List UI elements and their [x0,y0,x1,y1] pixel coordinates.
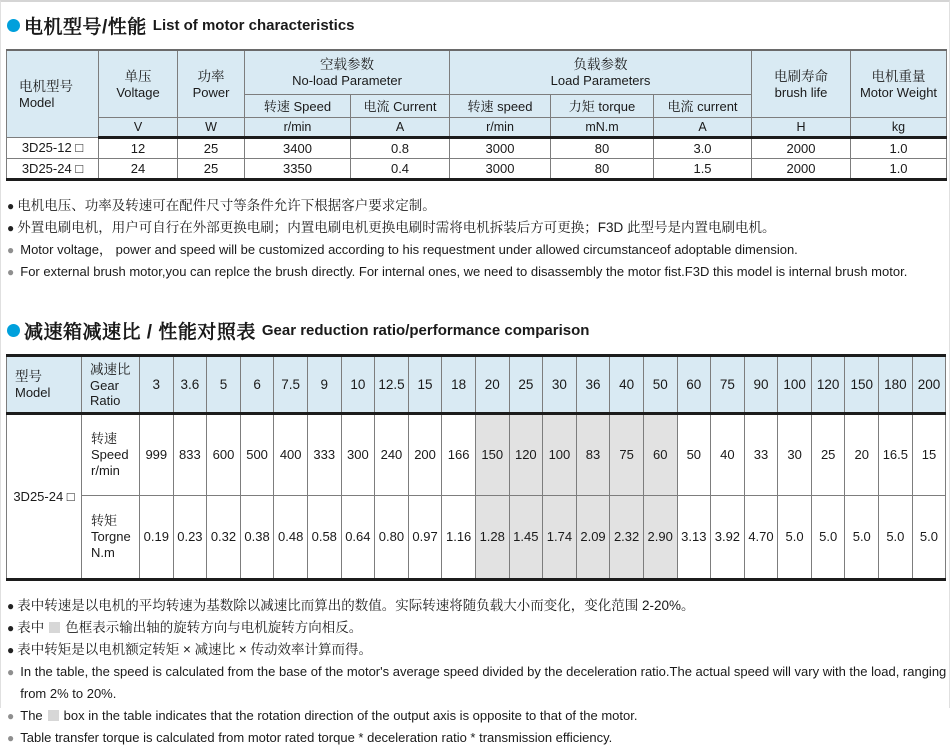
unit-brush-life: H [752,117,851,137]
note-bullet-icon: ● [7,664,15,679]
gear-speed-cell: 40 [711,413,745,495]
gear-ratio-header: 90 [744,355,778,413]
note-line: ● 外置电刷电机，用户可自行在外部更换电刷；内置电刷电机更换电刷时需将电机拆装后方可更换；F3D 此型号是内置电刷电机。 [7,217,949,239]
gear-ratio-header: 75 [711,355,745,413]
gear-torque-cell: 5.0 [845,495,879,579]
gear-torque-cell: 2.90 [643,495,677,579]
gear-speed-cell: 600 [207,413,241,495]
gear-speed-cell: 15 [912,413,946,495]
gear-speed-cell: 500 [240,413,274,495]
motor-value-cell: 25 [178,137,245,158]
gear-col-model: 型号 Model [7,355,82,413]
note-bullet-icon: ● [7,642,15,657]
gear-speed-cell: 75 [610,413,644,495]
speed-row-label: 转速 Speed r/min [82,413,140,495]
section-bullet-icon [7,324,20,337]
motor-subcol-load-current: 电流 current [654,94,752,117]
note-line: ● The box in the table indicates that the rotation direction of the output axis is opposite to that of the motor. [7,705,949,727]
motor-value-cell: 24 [99,158,178,179]
gear-speed-cell: 100 [543,413,577,495]
gear-speed-cell: 833 [173,413,207,495]
gear-ratio-header: 12.5 [375,355,409,413]
gear-title-zh: 减速箱减速比 / 性能对照表 [24,321,256,343]
motor-col-model: 电机型号 Model [7,50,99,137]
gear-torque-cell: 5.0 [811,495,845,579]
gear-col-ratio: 减速比 Gear Ratio [82,355,140,413]
gear-ratio-header: 10 [341,355,375,413]
gear-speed-cell: 150 [475,413,509,495]
motor-col-weight: 电机重量 Motor Weight [851,50,947,117]
motor-value-cell: 1.5 [654,158,752,179]
gear-torque-cell: 0.48 [274,495,308,579]
gear-torque-cell: 1.28 [475,495,509,579]
gear-ratio-header: 120 [811,355,845,413]
motor-value-cell: 1.0 [851,137,947,158]
motor-section-title [7,12,949,39]
motor-value-cell: 0.4 [351,158,450,179]
gear-ratio-header: 60 [677,355,711,413]
note-line: ● In the table, the speed is calculated from the base of the motor's average speed divided by the deceleration ratio.The actual speed will vary with the load, ranging from 2% to 20%. [7,661,949,705]
note-line: ● 表中 色框表示输出轴的旋转方向与电机旋转方向相反。 [7,617,949,639]
gear-speed-cell: 240 [375,413,409,495]
gear-ratio-header: 3.6 [173,355,207,413]
motor-value-cell: 80 [551,158,654,179]
gear-torque-cell: 0.38 [240,495,274,579]
gear-torque-cell: 0.58 [307,495,341,579]
gear-torque-cell: 0.19 [140,495,174,579]
gear-torque-cell: 0.80 [375,495,409,579]
motor-group-load: 负载参数 Load Parameters [450,50,752,94]
note-bullet-icon: ● [7,220,15,235]
gear-ratio-header: 7.5 [274,355,308,413]
gear-speed-cell: 50 [677,413,711,495]
gear-torque-cell: 1.16 [442,495,476,579]
motor-model-cell: 3D25-12 □ [7,137,99,158]
note-line: ● 表中转矩是以电机额定转矩 × 减速比 × 传动效率计算而得。 [7,639,949,661]
motor-col-power: 功率 Power [178,50,245,117]
gear-torque-cell: 5.0 [912,495,946,579]
unit-load-current: A [654,117,752,137]
motor-title-en: List of motor characteristics [152,17,355,34]
motor-subcol-noload-speed: 转速 Speed [245,94,351,117]
motor-value-cell: 1.0 [851,158,947,179]
note-line: ● 表中转速是以电机的平均转速为基数除以减速比而算出的数值。实际转速将随负载大小而变化，变化范围 2-20%。 [7,595,949,617]
gear-ratio-header: 180 [879,355,913,413]
note-bullet-icon: ● [7,198,15,213]
gear-torque-cell: 3.92 [711,495,745,579]
motor-col-voltage: 单压 Voltage [99,50,178,117]
gear-speed-cell: 999 [140,413,174,495]
gear-speed-cell: 120 [509,413,543,495]
gear-speed-row [7,413,946,495]
motor-subcol-load-speed: 转速 speed [450,94,551,117]
gear-torque-cell: 2.09 [576,495,610,579]
gear-speed-cell: 33 [744,413,778,495]
note-bullet-icon: ● [7,620,15,635]
gear-speed-cell: 166 [442,413,476,495]
gear-ratio-header: 25 [509,355,543,413]
gear-torque-cell: 0.64 [341,495,375,579]
note-line: ● Motor voltage， power and speed will be customized according to his requestment under allowed circumstanceof adoptable dimension. [7,239,949,261]
gear-torque-cell: 3.13 [677,495,711,579]
gear-speed-cell: 300 [341,413,375,495]
gear-ratio-header: 150 [845,355,879,413]
gear-ratio-header: 200 [912,355,946,413]
torque-row-label: 转矩 Torgne N.m [82,495,140,579]
unit-voltage: V [99,117,178,137]
gear-ratio-header: 3 [140,355,174,413]
gray-box-legend-icon [49,622,60,633]
motor-value-cell: 12 [99,137,178,158]
gear-ratio-header: 30 [543,355,577,413]
gear-torque-cell: 4.70 [744,495,778,579]
motor-model-cell: 3D25-24 □ [7,158,99,179]
gear-speed-cell: 60 [643,413,677,495]
gear-torque-cell: 0.32 [207,495,241,579]
motor-value-cell: 3000 [450,158,551,179]
motor-value-cell: 3350 [245,158,351,179]
gear-ratio-header: 18 [442,355,476,413]
note-bullet-icon: ● [7,264,15,279]
gear-torque-cell: 5.0 [879,495,913,579]
note-line: ● For external brush motor,you can replce the brush directly. For internal ones, we need to disassembly the motor fist.F3D this model is internal brush motor. [7,261,949,283]
gear-header-row [7,355,946,413]
gray-box-legend-icon [48,710,59,721]
motor-value-cell: 2000 [752,137,851,158]
motor-characteristics-table [6,49,947,181]
gear-speed-cell: 30 [778,413,812,495]
unit-load-speed: r/min [450,117,551,137]
gear-torque-cell: 0.23 [173,495,207,579]
note-bullet-icon: ● [7,598,15,613]
gear-ratio-header: 15 [408,355,442,413]
gear-notes [7,595,949,749]
gear-torque-cell: 5.0 [778,495,812,579]
note-bullet-icon: ● [7,708,15,723]
note-bullet-icon: ● [7,730,15,745]
gear-speed-cell: 83 [576,413,610,495]
section-bullet-icon [7,19,20,32]
unit-load-torque: mN.m [551,117,654,137]
gear-ratio-table [6,354,946,581]
gear-ratio-header: 50 [643,355,677,413]
motor-group-noload: 空载参数 No-load Parameter [245,50,450,94]
motor-table-row [7,158,947,179]
motor-value-cell: 0.8 [351,137,450,158]
gear-ratio-header: 40 [610,355,644,413]
motor-value-cell: 3400 [245,137,351,158]
gear-ratio-header: 6 [240,355,274,413]
gear-torque-cell: 2.32 [610,495,644,579]
motor-subcol-noload-current: 电流 Current [351,94,450,117]
gear-torque-cell: 1.74 [543,495,577,579]
motor-value-cell: 3000 [450,137,551,158]
gear-ratio-header: 100 [778,355,812,413]
note-bullet-icon: ● [7,242,15,257]
motor-title-zh: 电机型号/性能 [24,17,147,38]
motor-table-body [7,137,947,179]
gear-ratio-header: 36 [576,355,610,413]
unit-noload-current: A [351,117,450,137]
gear-torque-row [7,495,946,579]
unit-weight: kg [851,117,947,137]
gear-title-en: Gear reduction ratio/performance comparison [261,321,590,339]
motor-value-cell: 80 [551,137,654,158]
gear-speed-cell: 200 [408,413,442,495]
gear-speed-cell: 25 [811,413,845,495]
motor-value-cell: 2000 [752,158,851,179]
gear-speed-cell: 16.5 [879,413,913,495]
gear-speed-cell: 20 [845,413,879,495]
motor-table-row [7,137,947,158]
gear-ratio-header: 20 [475,355,509,413]
gear-torque-cell: 0.97 [408,495,442,579]
gear-torque-cell: 1.45 [509,495,543,579]
motor-value-cell: 25 [178,158,245,179]
motor-notes [7,195,949,283]
unit-power: W [178,117,245,137]
gear-speed-cell: 400 [274,413,308,495]
motor-value-cell: 3.0 [654,137,752,158]
gear-speed-cell: 333 [307,413,341,495]
motor-subcol-load-torque: 力矩 torque [551,94,654,117]
note-line: ● Table transfer torque is calculated from motor rated torque * deceleration ratio * transmission efficiency. [7,727,949,749]
motor-col-brush-life: 电刷寿命 brush life [752,50,851,117]
gear-section-title [7,317,949,344]
gear-ratio-header: 5 [207,355,241,413]
gear-model-cell: 3D25-24 □ [7,413,82,579]
gear-ratio-header: 9 [307,355,341,413]
note-line: ● 电机电压、功率及转速可在配件尺寸等条件允许下根据客户要求定制。 [7,195,949,217]
unit-noload-speed: r/min [245,117,351,137]
